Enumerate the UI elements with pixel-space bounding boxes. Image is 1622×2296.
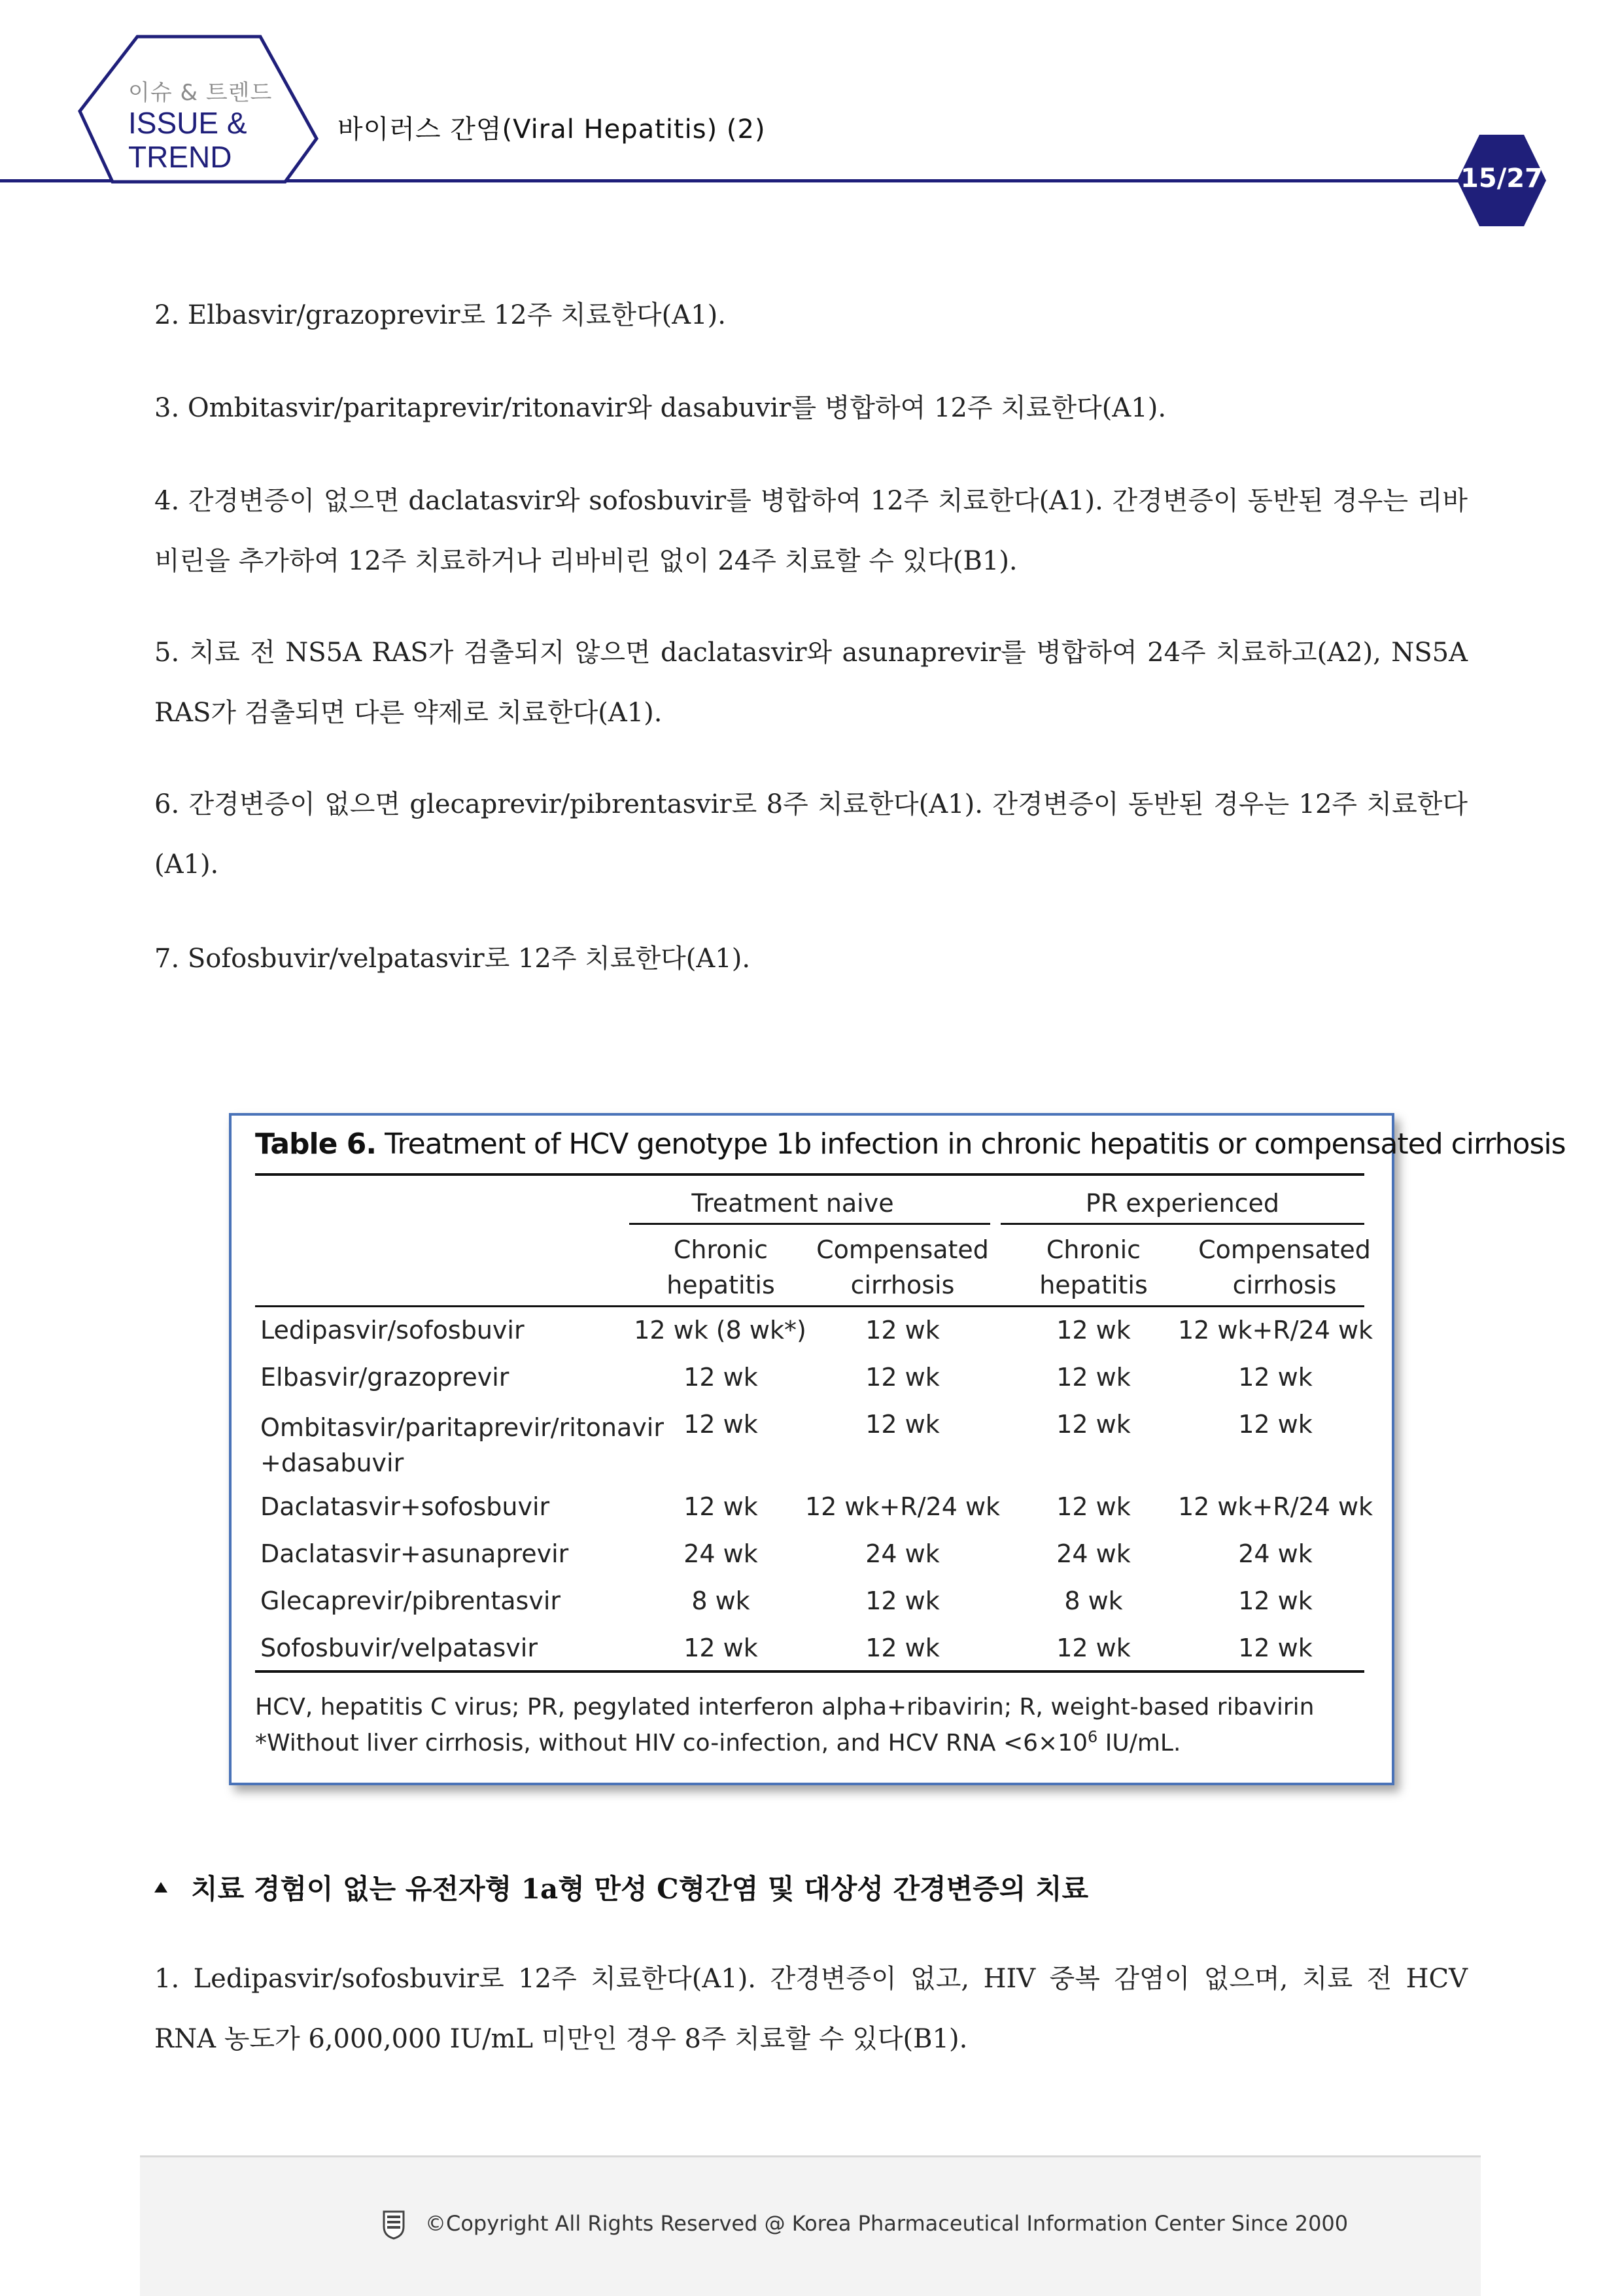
paragraph-4: 4. 간경변증이 없으면 daclatasvir와 sofosbuvir를 병합하여 12주 치료한다(A1). 간경변증이 동반된 경우는 리바비린을 추가하여 12주 치료하거나 리바비린 없이 24주 치료할 수 있다(B1). — [154, 486, 1468, 576]
col-header-line: Chronic — [673, 1235, 768, 1264]
drug-name — [260, 1410, 664, 1481]
col-header-line: cirrhosis — [850, 1271, 955, 1299]
cell-value: 12 wk — [1238, 1634, 1313, 1662]
copyright-text: ©Copyright All Rights Reserved @ Korea Pharmaceutical Information Center Since 2000 — [425, 2211, 1349, 2236]
header-bottom-rule — [255, 1305, 1364, 1307]
table-top-rule — [255, 1173, 1364, 1176]
cell-value: 12 wk — [683, 1363, 758, 1392]
paragraph-2: 2. Elbasvir/grazoprevir로 12주 치료한다(A1). — [154, 300, 726, 330]
col-header-line: hepatitis — [666, 1271, 775, 1299]
col-header-line: Compensated — [816, 1235, 989, 1264]
cell-value: 8 wk — [691, 1586, 750, 1615]
table-6-figure — [229, 1113, 1566, 1785]
table-label: Table 6. — [255, 1127, 377, 1161]
drug-name-line: +dasabuvir — [260, 1448, 404, 1477]
col-header-line: Compensated — [1198, 1235, 1371, 1264]
triangle-bullet-icon — [154, 1882, 167, 1893]
cell-value: 12 wk — [1056, 1363, 1131, 1392]
cell-value: 12 wk — [1056, 1634, 1131, 1662]
drug-name: Daclatasvir+asunaprevir — [260, 1539, 569, 1568]
drug-name: Daclatasvir+sofosbuvir — [260, 1492, 550, 1521]
footnote-exponent: 6 — [1088, 1728, 1098, 1746]
col-header-line: Chronic — [1046, 1235, 1141, 1264]
table-footnote-abbreviations: HCV, hepatitis C virus; PR, pegylated interferon alpha+ribavirin; R, weight-based ribavirin — [255, 1694, 1315, 1721]
drug-name-line: Ombitasvir/paritaprevir/ritonavir — [260, 1413, 664, 1442]
cell-value: 12 wk — [1056, 1492, 1131, 1521]
cell-value: 12 wk — [1056, 1410, 1131, 1439]
cell-value: 8 wk — [1064, 1586, 1123, 1615]
group-rule-pr — [1001, 1223, 1364, 1225]
cell-value: 12 wk — [865, 1363, 940, 1392]
cell-value: 24 wk — [1056, 1539, 1131, 1568]
paragraph-5: 5. 치료 전 NS5A RAS가 검출되지 않으면 daclatasvir와 asunaprevir를 병합하여 24주 치료하고(A2), NS5A RAS가 검출되면 다른 약제로 치료한다(A1). — [154, 638, 1468, 728]
col-header-pr-chronic — [1020, 1232, 1167, 1303]
cell-value: 12 wk+R/24 wk — [804, 1492, 1001, 1521]
cell-value: 12 wk (8 wk*) — [634, 1316, 806, 1345]
paragraph-7: 7. Sofosbuvir/velpatasvir로 12주 치료한다(A1). — [154, 944, 751, 974]
cell-value: 12 wk — [865, 1634, 940, 1662]
cell-value: 12 wk — [1238, 1410, 1313, 1439]
cell-value: 12 wk+R/24 wk — [1177, 1316, 1373, 1345]
table-bottom-rule — [255, 1670, 1364, 1673]
col-header-pr-compensated — [1186, 1232, 1383, 1303]
footnote-text: *Without liver cirrhosis, without HIV co-infection, and HCV RNA <6×10 — [255, 1730, 1088, 1756]
section-heading — [154, 1868, 1088, 1907]
cell-value: 12 wk — [683, 1634, 758, 1662]
drug-name: Ledipasvir/sofosbuvir — [260, 1316, 525, 1345]
cell-value: 12 wk — [865, 1410, 940, 1439]
col-header-line: cirrhosis — [1232, 1271, 1337, 1299]
cell-value: 12 wk+R/24 wk — [1177, 1492, 1373, 1521]
col-header-line: hepatitis — [1039, 1271, 1148, 1299]
document-title: 바이러스 간염(Viral Hepatitis) (2) — [337, 114, 766, 145]
col-header-naive-compensated — [804, 1232, 1001, 1303]
issue-trend-logo-text — [128, 106, 247, 174]
cell-value: 12 wk — [683, 1410, 758, 1439]
cell-value: 12 wk — [1238, 1363, 1313, 1392]
cell-value: 12 wk — [865, 1316, 940, 1345]
cell-value: 24 wk — [1238, 1539, 1313, 1568]
cell-value: 12 wk — [865, 1586, 940, 1615]
group-rule-naive — [629, 1223, 990, 1225]
table-footnote-asterisk — [255, 1728, 1181, 1756]
drug-name: Elbasvir/grazoprevir — [260, 1363, 509, 1392]
issue-trend-korean-label: 이슈 & 트렌드 — [128, 80, 273, 106]
paragraph-3: 3. Ombitasvir/paritaprevir/ritonavir와 dasabuvir를 병합하여 12주 치료한다(A1). — [154, 393, 1167, 423]
table-title-text: Treatment of HCV genotype 1b infection in chronic hepatitis or compensated cirrhosis — [385, 1127, 1566, 1161]
section-paragraph-1: 1. Ledipasvir/sofosbuvir로 12주 치료한다(A1). 간경변증이 없고, HIV 중복 감염이 없으며, 치료 전 HCV RNA 농도가 6,000,000 IU/mL 미만인 경우 8주 치료할 수 있다(B1). — [154, 1964, 1468, 2054]
table-title — [255, 1127, 1566, 1161]
cell-value: 12 wk — [683, 1492, 758, 1521]
section-heading-text: 치료 경험이 없는 유전자형 1a형 만성 C형간염 및 대상성 간경변증의 치료 — [191, 1873, 1089, 1905]
group-header-treatment-naive: Treatment naive — [691, 1189, 894, 1218]
cell-value: 12 wk — [1056, 1316, 1131, 1345]
issue-line: ISSUE & — [128, 106, 247, 140]
kpic-shield-logo-icon — [382, 2210, 406, 2240]
footer — [140, 2155, 1481, 2296]
cell-value: 12 wk — [1238, 1586, 1313, 1615]
paragraph-6: 6. 간경변증이 없으면 glecaprevir/pibrentasvir로 8주 치료한다(A1). 간경변증이 동반된 경우는 12주 치료한다(A1). — [154, 789, 1468, 880]
trend-line: TREND — [128, 140, 232, 174]
cell-value: 24 wk — [865, 1539, 940, 1568]
drug-name: Sofosbuvir/velpatasvir — [260, 1634, 538, 1662]
group-header-pr-experienced: PR experienced — [1085, 1189, 1280, 1218]
drug-name: Glecaprevir/pibrentasvir — [260, 1586, 561, 1615]
cell-value: 24 wk — [683, 1539, 758, 1568]
footnote-unit: IU/mL. — [1097, 1730, 1181, 1756]
page-number: 15/27 — [1460, 163, 1543, 194]
col-header-naive-chronic — [647, 1232, 794, 1303]
